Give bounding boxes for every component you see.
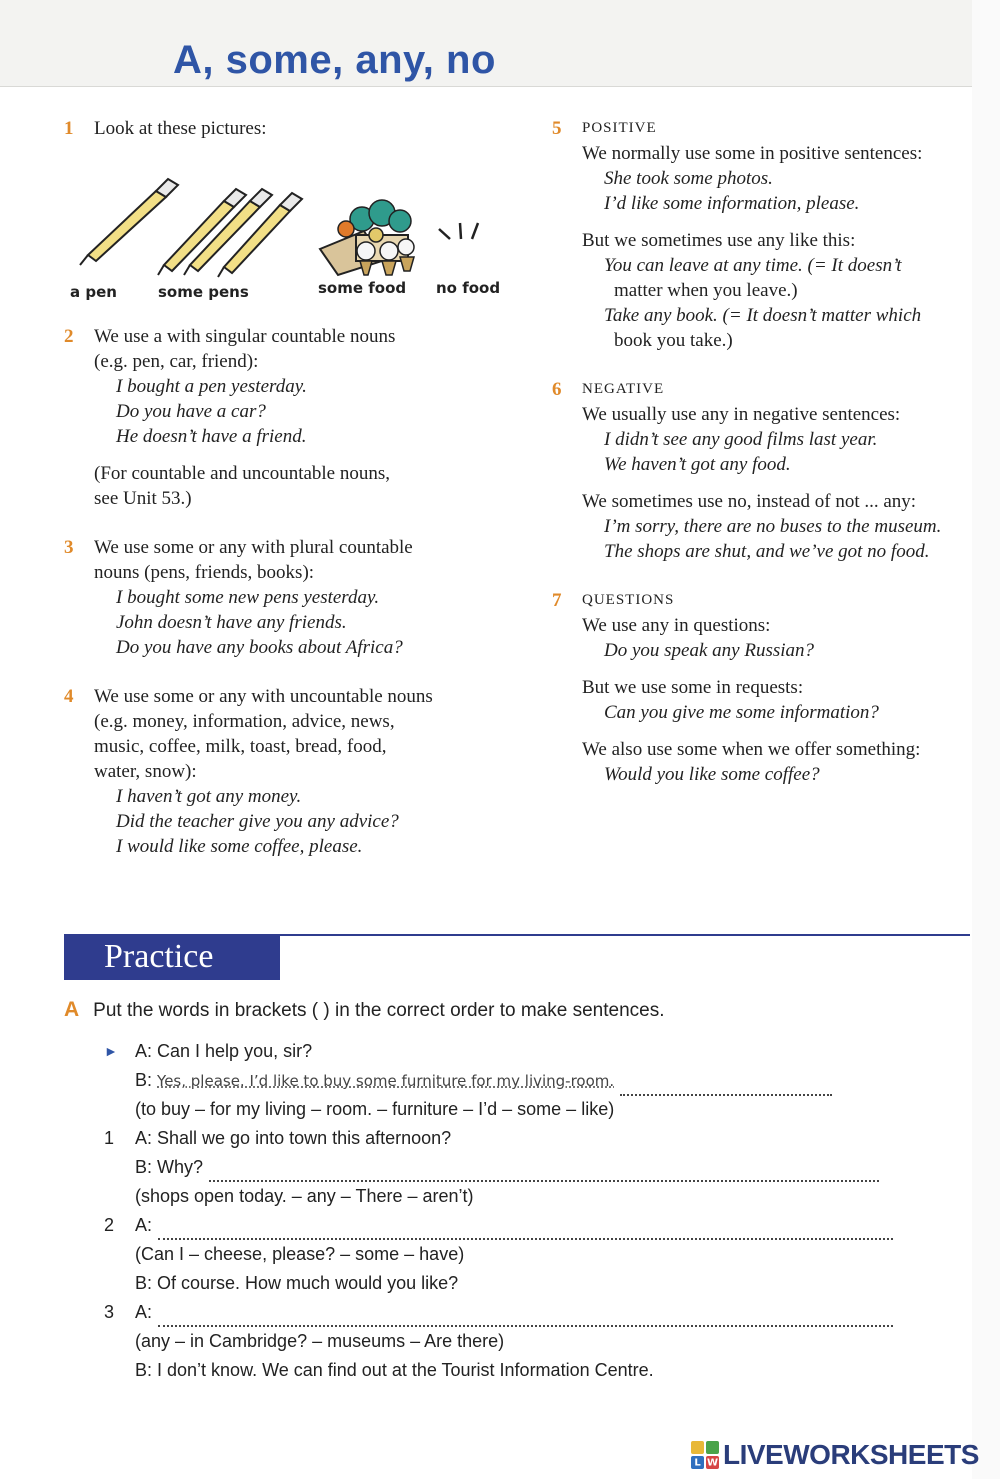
pictures-illustration [64,141,514,316]
example-arrow-icon: ► [104,1043,118,1059]
example-line: Did the teacher give you any advice? [116,811,399,832]
answer-input-1[interactable] [209,1160,879,1182]
rule-line: (e.g. pen, car, friend): [94,351,259,372]
exercise-item-example [104,1037,904,1066]
label-a-pen: a pen [70,283,117,301]
section-number: 3 [64,537,74,558]
example-line: matter when you leave.) [614,280,798,301]
example-line: He doesn’t have a friend. [116,426,307,447]
example-line: I didn’t see any good films last year. [604,429,878,450]
bracket-words: (to buy – for my living – room. – furniture – I’d – some – like) [135,1099,615,1119]
example-line: We haven’t got any food. [604,454,791,475]
section-6 [552,377,972,564]
example-line: I bought some new pens yesterday. [116,587,380,608]
exercise-item-example-hint [104,1095,904,1124]
dialogue-speaker: B: [135,1070,153,1090]
example-answer: Yes, please. I’d like to buy some furniture for my living-room. [157,1072,615,1090]
answer-dotted-line [620,1074,832,1096]
label-some-pens: some pens [158,283,249,301]
example-line: The shops are shut, and we’ve got no food. [604,541,930,562]
section-5 [552,116,972,353]
rule-line: We normally use some in positive sentences: [582,143,923,164]
rule-line: We use some or any with uncountable nouns [94,686,433,707]
rule-line: We use a with singular countable nouns [94,326,396,347]
exercise-item-2 [104,1211,904,1240]
answer-input-3[interactable] [158,1305,893,1327]
example-line: She took some photos. [604,168,773,189]
rule-line: We sometimes use no, instead of not ... any: [582,491,917,512]
liveworksheets-brand: LIVEWORKSHEETS [723,1439,979,1470]
section-7 [552,588,972,787]
rule-line: We also use some when we offer something: [582,739,921,760]
rule-line: But we use some in requests: [582,677,804,698]
left-column [64,116,514,859]
practice-heading: Practice [64,934,280,980]
label-some-food: some food [318,279,407,297]
dialogue-line: B: I don’t know. We can find out at the Tourist Information Centre. [135,1360,654,1380]
example-line: Do you speak any Russian? [604,640,815,661]
example-line: I haven’t got any money. [116,786,302,807]
section-4 [64,684,514,859]
exercise-instruction [64,998,664,1022]
pens-icon [158,189,302,277]
bracket-words: (Can I – cheese, please? – some – have) [135,1244,465,1264]
section-heading: QUESTIONS [582,592,675,608]
section-2 [64,324,514,511]
section-heading: NEGATIVE [582,381,665,397]
food-icon [320,200,414,275]
item-number: 3 [104,1302,115,1322]
exercise-item-2-hint [104,1240,904,1269]
section-1 [64,116,514,141]
exercise-item-1 [104,1124,904,1153]
example-line: I bought a pen yesterday. [116,376,307,397]
section-text: Look at these pictures: [94,118,267,139]
rule-line: We use some or any with plural countable [94,537,413,558]
section-number: 6 [552,379,562,400]
example-line: I would like some coffee, please. [116,836,363,857]
dialogue-speaker: A: [135,1215,153,1235]
example-line: John doesn’t have any friends. [116,612,347,633]
section-number: 1 [64,118,74,139]
note-line: (For countable and uncountable nouns, [94,463,391,484]
liveworksheets-logo-icon [690,1440,720,1470]
dialogue-speaker: A: [135,1302,153,1322]
example-line: I’m sorry, there are no buses to the museum. [604,516,942,537]
example-line: Do you have a car? [116,401,266,422]
instruction-text: Put the words in brackets ( ) in the correct order to make sentences. [93,1000,665,1021]
exercise-item-1-answer [104,1153,904,1182]
rule-line: But we sometimes use any like this: [582,230,856,251]
right-column [552,116,972,787]
example-line: I’d like some information, please. [604,193,860,214]
exercise-item-3-reply [104,1356,904,1385]
rule-line: music, coffee, milk, toast, bread, food, [94,736,387,757]
exercise-item-2-reply [104,1269,904,1298]
dialogue-line: A: Can I help you, sir? [135,1041,313,1061]
rule-line: (e.g. money, information, advice, news, [94,711,395,732]
example-line: book you take.) [614,330,733,351]
exercise-item-1-hint [104,1182,904,1211]
liveworksheets-logo[interactable] [690,1438,979,1472]
svg-text:W: W [706,1457,719,1469]
example-line: You can leave at any time. (= It doesn’t [604,255,902,276]
bracket-words: (shops open today. – any – There – aren’t) [135,1186,474,1206]
exercise-item-example-answer [104,1066,904,1095]
rule-line: We use any in questions: [582,615,771,636]
title-band-divider [0,86,972,87]
exercise-item-3 [104,1298,904,1327]
section-3 [64,535,514,660]
page-edge [972,0,1000,1479]
exercise-letter: A [64,998,80,1021]
page-title: A, some, any, no [173,38,496,82]
dialogue-speaker: B: Why? [135,1157,204,1177]
section-number: 2 [64,326,74,347]
example-line: Can you give me some information? [604,702,879,723]
example-line: Would you like some coffee? [604,764,820,785]
note-line: see Unit 53.) [94,488,192,509]
section-number: 4 [64,686,74,707]
section-number: 5 [552,118,562,139]
bracket-words: (any – in Cambridge? – museums – Are there) [135,1331,505,1351]
no-food-icon [439,223,478,239]
dialogue-line: B: Of course. How much would you like? [135,1273,459,1293]
pen-icon [80,179,178,265]
example-line: Take any book. (= It doesn’t matter which [604,305,922,326]
rule-line: We usually use any in negative sentences: [582,404,901,425]
item-number: 1 [104,1128,115,1148]
answer-input-2[interactable] [158,1218,893,1240]
rule-line: water, snow): [94,761,197,782]
svg-text:L: L [694,1457,701,1469]
item-number: 2 [104,1215,115,1235]
dialogue-line: A: Shall we go into town this afternoon? [135,1128,452,1148]
example-line: Do you have any books about Africa? [116,637,403,658]
exercise-item-3-hint [104,1327,904,1356]
rule-line: nouns (pens, friends, books): [94,562,315,583]
section-heading: POSITIVE [582,120,657,136]
section-number: 7 [552,590,562,611]
label-no-food: no food [436,279,501,297]
exercise-items [104,1037,904,1385]
